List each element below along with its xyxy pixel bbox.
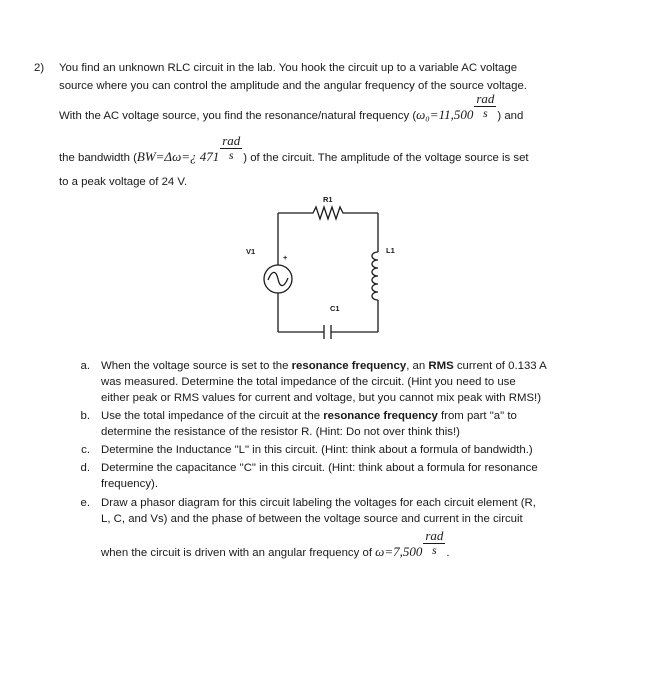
text-segment: When the voltage source is set to the bbox=[101, 360, 292, 372]
part-letter: c. bbox=[81, 444, 90, 456]
part-letter: e. bbox=[80, 497, 90, 509]
bold-term: RMS bbox=[428, 360, 454, 372]
part-e-line-3 bbox=[101, 528, 450, 560]
part-letter: a. bbox=[80, 360, 90, 372]
problem-line-2: source where you can control the amplitude and the angular frequency of the source voltage. bbox=[59, 80, 527, 92]
part-d-line-2: frequency). bbox=[101, 478, 158, 490]
part-e-line-2: L, C, and Vs) and the phase of between the voltage source and current in the circuit bbox=[101, 513, 523, 525]
problem-number: 2) bbox=[34, 62, 45, 74]
label-v1: V1 bbox=[246, 247, 256, 256]
text-segment: Use the total impedance of the circuit at the bbox=[101, 410, 324, 422]
bold-term: resonance frequency bbox=[323, 410, 438, 422]
label-l1: L1 bbox=[386, 246, 395, 255]
line3-text: With the AC voltage source, you find the resonance/natural frequency ( bbox=[59, 110, 417, 122]
inductor-l1 bbox=[372, 252, 378, 300]
part-a-line-1 bbox=[101, 360, 547, 372]
unit-denominator: s bbox=[483, 106, 488, 120]
unit-numerator: rad bbox=[476, 91, 495, 106]
part-b-line-2: determine the resistance of the resistor R. (Hint: Do not over think this!) bbox=[101, 426, 460, 438]
part-c-line-1: Determine the Inductance "L" in this circuit. (Hint: think about a formula of bandwidth.) bbox=[101, 444, 533, 456]
part-e-line-1: Draw a phasor diagram for this circuit labeling the voltages for each circuit element (R, bbox=[101, 497, 536, 509]
line4-text: the bandwidth ( bbox=[59, 152, 137, 164]
resonance-frequency-value: ω₀=11,500 bbox=[416, 107, 474, 122]
line3-end: ) and bbox=[497, 110, 524, 122]
problem-line-5: to a peak voltage of 24 V. bbox=[59, 176, 188, 188]
part-d-line-1: Determine the capacitance "C" in this circuit. (Hint: think about a formula for resonance bbox=[101, 462, 538, 474]
unit-numerator: rad bbox=[425, 528, 444, 543]
text-segment: when the circuit is driven with an angular frequency of bbox=[101, 547, 376, 559]
text-segment: current of 0.133 A bbox=[453, 360, 547, 372]
text-segment: , an bbox=[406, 360, 429, 372]
resistor-r1 bbox=[278, 207, 378, 219]
unit-numerator: rad bbox=[222, 133, 241, 148]
part-a-line-2: was measured. Determine the total impedance of the circuit. (Hint you need to use bbox=[101, 376, 516, 388]
label-plus: + bbox=[283, 253, 288, 262]
unit-fraction bbox=[422, 528, 446, 557]
text-segment: from part "a" to bbox=[437, 410, 517, 422]
text-segment: . bbox=[446, 547, 450, 559]
line4-end: ) of the circuit. The amplitude of the voltage source is set bbox=[243, 152, 529, 164]
unit-denominator: s bbox=[432, 543, 437, 557]
unit-denominator: s bbox=[228, 148, 234, 162]
label-c1: C1 bbox=[330, 304, 340, 313]
problem-line-1: You find an unknown RLC circuit in the lab. You hook the circuit up to a variable AC voltage bbox=[59, 62, 518, 74]
label-r1: R1 bbox=[323, 195, 333, 204]
bandwidth-value: BW=Δω=¿ 471 bbox=[136, 149, 220, 164]
bold-term: resonance frequency bbox=[291, 360, 407, 372]
part-letter: d. bbox=[80, 462, 90, 474]
driving-frequency-value: ω=7,500 bbox=[375, 544, 423, 559]
part-a-line-3: either peak or RMS values for current and voltage, but you cannot mix peak with RMS!) bbox=[101, 392, 542, 404]
part-letter: b. bbox=[80, 410, 90, 422]
part-b-line-1 bbox=[101, 410, 517, 422]
